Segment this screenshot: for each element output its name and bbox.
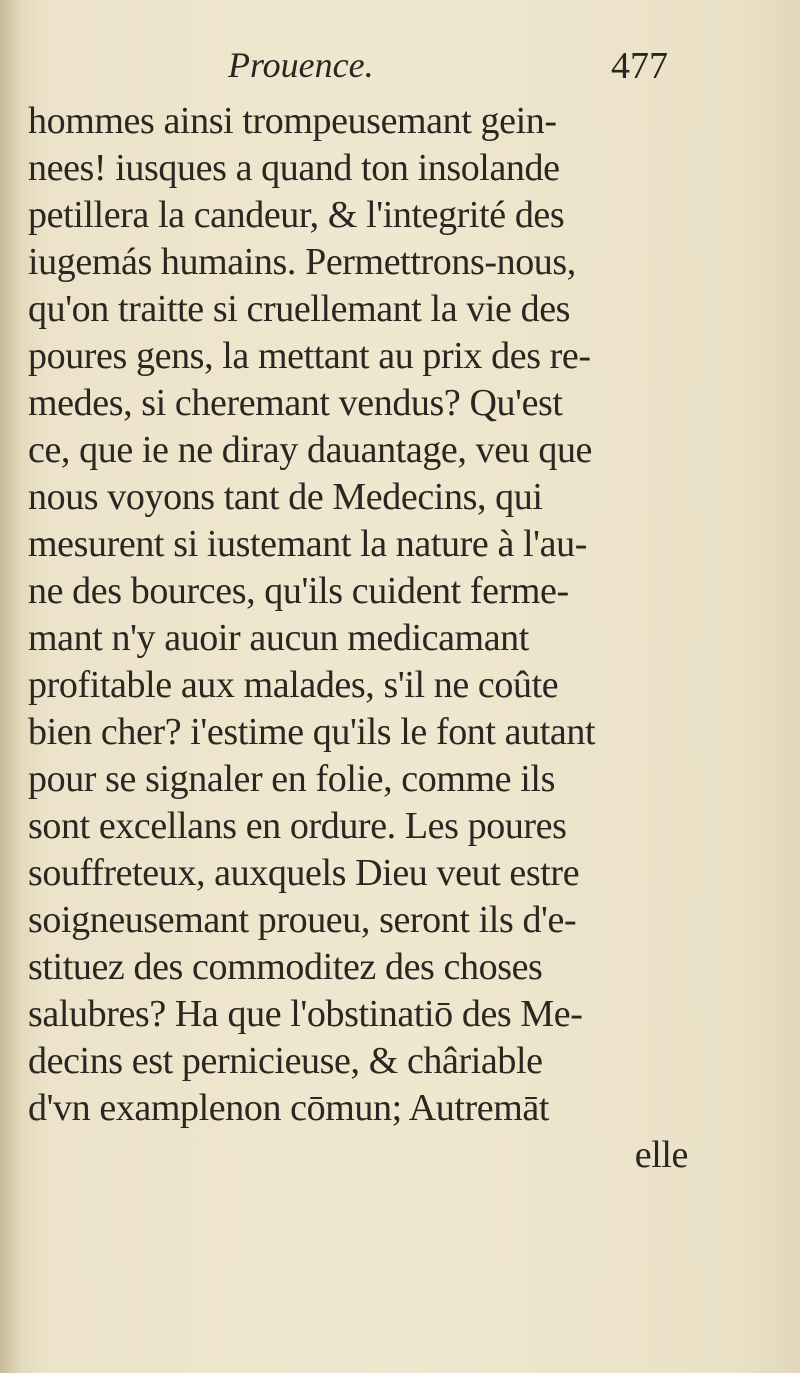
text-line: salubres? Ha que l'obstinatiō des Me- — [28, 993, 583, 1035]
page-gutter — [0, 0, 22, 1373]
page-number: 477 — [611, 45, 668, 87]
text-line: decins est pernicieuse, & châriable — [28, 1040, 543, 1082]
text-line: soigneusemant proueu, seront ils d'e- — [28, 899, 577, 941]
text-block — [28, 98, 688, 1179]
text-line: ne des bources, qu'ils cuident ferme- — [28, 570, 569, 612]
page-header — [228, 44, 668, 94]
text-line: profitable aux malades, s'il ne coûte — [28, 664, 559, 706]
text-line: d'vn examplenon cōmun; Autremāt — [28, 1087, 550, 1129]
text-line: nous voyons tant de Medecins, qui — [28, 476, 543, 518]
text-line: mesurent si iustemant la nature à l'au- — [28, 523, 587, 565]
text-line: mant n'y auoir aucun medicamant — [28, 617, 529, 659]
text-line: nees! iusques a quand ton insolande — [28, 147, 560, 189]
text-line: ce, que ie ne diray dauantage, veu que — [28, 429, 593, 471]
text-line: sont excellans en ordure. Les poures — [28, 805, 567, 847]
text-line: hommes ainsi trompeusemant gein- — [28, 100, 557, 142]
catchword: elle — [634, 1134, 688, 1176]
text-line: stituez des commoditez des choses — [28, 946, 543, 988]
text-line: qu'on traitte si cruellemant la vie des — [28, 288, 571, 330]
text-line: bien cher? i'estime qu'ils le font autant — [28, 711, 596, 753]
text-line: pour se signaler en folie, comme ils — [28, 758, 555, 800]
text-line: iugemás humains. Permettrons-nous, — [28, 241, 576, 283]
text-line: souffreteux, auxquels Dieu veut estre — [28, 852, 580, 894]
running-title: Prouence. — [228, 45, 374, 85]
text-line: poures gens, la mettant au prix des re- — [28, 335, 591, 377]
text-line: medes, si cheremant vendus? Qu'est — [28, 382, 563, 424]
text-line: petillera la candeur, & l'integrité des — [28, 194, 565, 236]
